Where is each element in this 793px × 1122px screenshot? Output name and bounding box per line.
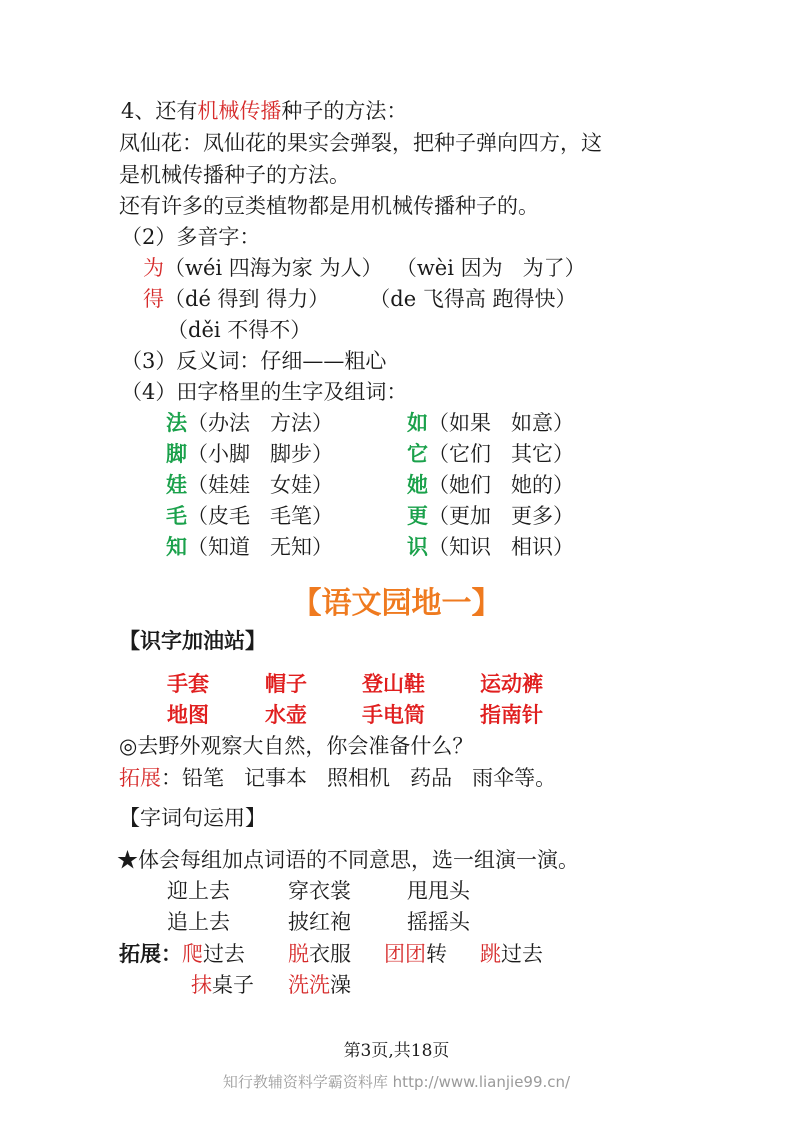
vocab-heading: （4）田字格里的生字及组词： — [121, 380, 408, 404]
watermark: 知行教辅资料学霸资料库 http://www.lianjie99.cn/ — [222, 1073, 571, 1091]
usage-ext-label: 拓展： — [119, 941, 182, 966]
literacy-word: 地图 — [167, 703, 209, 727]
usage-word: 摇摇头 — [407, 910, 470, 934]
usage-extension-item — [288, 939, 351, 969]
vocab-row-right — [407, 470, 574, 500]
polyphone-dei: （děi 不得不） — [167, 318, 312, 342]
usage-ext-hl: 跳 — [480, 942, 501, 966]
polyphone-de — [143, 284, 577, 314]
usage-ext-hl: 抹 — [191, 973, 212, 997]
literacy-word: 登山鞋 — [362, 672, 425, 696]
vocab-words: （办法 方法） — [187, 411, 334, 435]
usage-extension-item — [480, 939, 543, 969]
polyphone-de-char: 得 — [143, 287, 164, 311]
literacy-word: 手套 — [167, 672, 209, 696]
usage-extension-item — [288, 970, 351, 1000]
literacy-ext-text: ：铅笔 记事本 照相机 药品 雨伞等。 — [161, 766, 557, 790]
vocab-char: 她 — [407, 472, 428, 497]
vocab-row — [166, 501, 333, 531]
usage-ext-rest: 转 — [426, 942, 447, 966]
usage-ext-hl: 洗洗 — [288, 973, 330, 997]
antonym-line: （3）反义词：仔细——粗心 — [121, 349, 387, 373]
literacy-word: 水壶 — [265, 703, 307, 727]
vocab-row-right — [407, 532, 574, 562]
vocab-row — [166, 408, 333, 438]
literacy-ext-label: 拓展 — [119, 766, 161, 790]
polyphone-wei-text: （wéi 四海为家 为人） （wèi 因为 为了） — [164, 256, 586, 280]
vocab-char: 毛 — [166, 503, 187, 528]
usage-task: ★体会每组加点词语的不同意思，选一组演一演。 — [117, 848, 579, 872]
vocab-words: （知识 相识） — [428, 535, 575, 559]
polyphone-de-text: （dé 得到 得力） （de 飞得高 跑得快） — [164, 287, 577, 311]
literacy-heading: 【识字加油站】 — [119, 629, 266, 653]
usage-extension-item — [384, 939, 447, 969]
vocab-char: 法 — [166, 410, 187, 435]
vocab-row-right — [407, 439, 574, 469]
usage-extension-row1 — [119, 939, 245, 969]
section4-heading — [121, 96, 407, 126]
usage-ext-rest: 衣服 — [309, 942, 351, 966]
literacy-word: 手电筒 — [362, 703, 425, 727]
usage-ext-hl: 团团 — [384, 942, 426, 966]
usage-ext-hl: 脱 — [288, 942, 309, 966]
vocab-words: （如果 如意） — [428, 411, 575, 435]
vocab-row — [166, 439, 333, 469]
vocab-char: 如 — [407, 410, 428, 435]
usage-ext-rest: 过去 — [501, 942, 543, 966]
literacy-extension — [119, 763, 556, 793]
vocab-char: 知 — [166, 534, 187, 559]
vocab-row — [166, 470, 333, 500]
section4-heading-prefix: 4、还有 — [121, 99, 198, 123]
usage-extension-item — [191, 970, 254, 1000]
usage-word: 迎上去 — [167, 879, 230, 903]
section4-heading-highlight: 机械传播 — [197, 99, 282, 123]
usage-word: 追上去 — [167, 910, 230, 934]
garden-title: 【语文园地一】 — [291, 586, 502, 621]
vocab-row-right — [407, 501, 574, 531]
vocab-words: （小脚 脚步） — [187, 442, 334, 466]
vocab-words: （皮毛 毛笔） — [187, 504, 334, 528]
vocab-char: 识 — [407, 534, 428, 559]
vocab-char: 更 — [407, 503, 428, 528]
vocab-row — [166, 532, 333, 562]
vocab-words: （娃娃 女娃） — [187, 473, 334, 497]
usage-heading: 【字词句运用】 — [119, 806, 266, 830]
literacy-word: 运动裤 — [480, 672, 543, 696]
section4-heading-suffix: 种子的方法： — [281, 99, 408, 123]
usage-word: 甩甩头 — [407, 879, 470, 903]
literacy-word: 帽子 — [265, 672, 307, 696]
usage-word: 披红袍 — [288, 910, 351, 934]
section4-line2: 是机械传播种子的方法。 — [119, 163, 350, 187]
usage-ext-rest: 过去 — [203, 942, 245, 966]
polyphone-wei — [143, 253, 586, 283]
polyphone-heading: （2）多音字： — [121, 225, 261, 249]
vocab-char: 脚 — [166, 441, 187, 466]
section4-line1: 凤仙花：凤仙花的果实会弹裂，把种子弹向四方，这 — [119, 131, 602, 155]
vocab-words: （知道 无知） — [187, 535, 334, 559]
literacy-word: 指南针 — [480, 703, 543, 727]
vocab-words: （更加 更多） — [428, 504, 575, 528]
page-footer: 第3页,共18页 — [343, 1041, 450, 1061]
vocab-words: （它们 其它） — [428, 442, 575, 466]
literacy-question: ◎去野外观察大自然，你会准备什么？ — [119, 734, 474, 758]
usage-ext-rest: 澡 — [330, 973, 351, 997]
vocab-words: （她们 她的） — [428, 473, 575, 497]
section4-line3: 还有许多的豆类植物都是用机械传播种子的。 — [119, 194, 539, 218]
usage-ext-hl: 爬 — [182, 942, 203, 966]
usage-ext-rest: 桌子 — [212, 973, 254, 997]
vocab-row-right — [407, 408, 574, 438]
polyphone-wei-char: 为 — [143, 256, 164, 280]
vocab-char: 娃 — [166, 472, 187, 497]
vocab-char: 它 — [407, 441, 428, 466]
usage-word: 穿衣裳 — [288, 879, 351, 903]
